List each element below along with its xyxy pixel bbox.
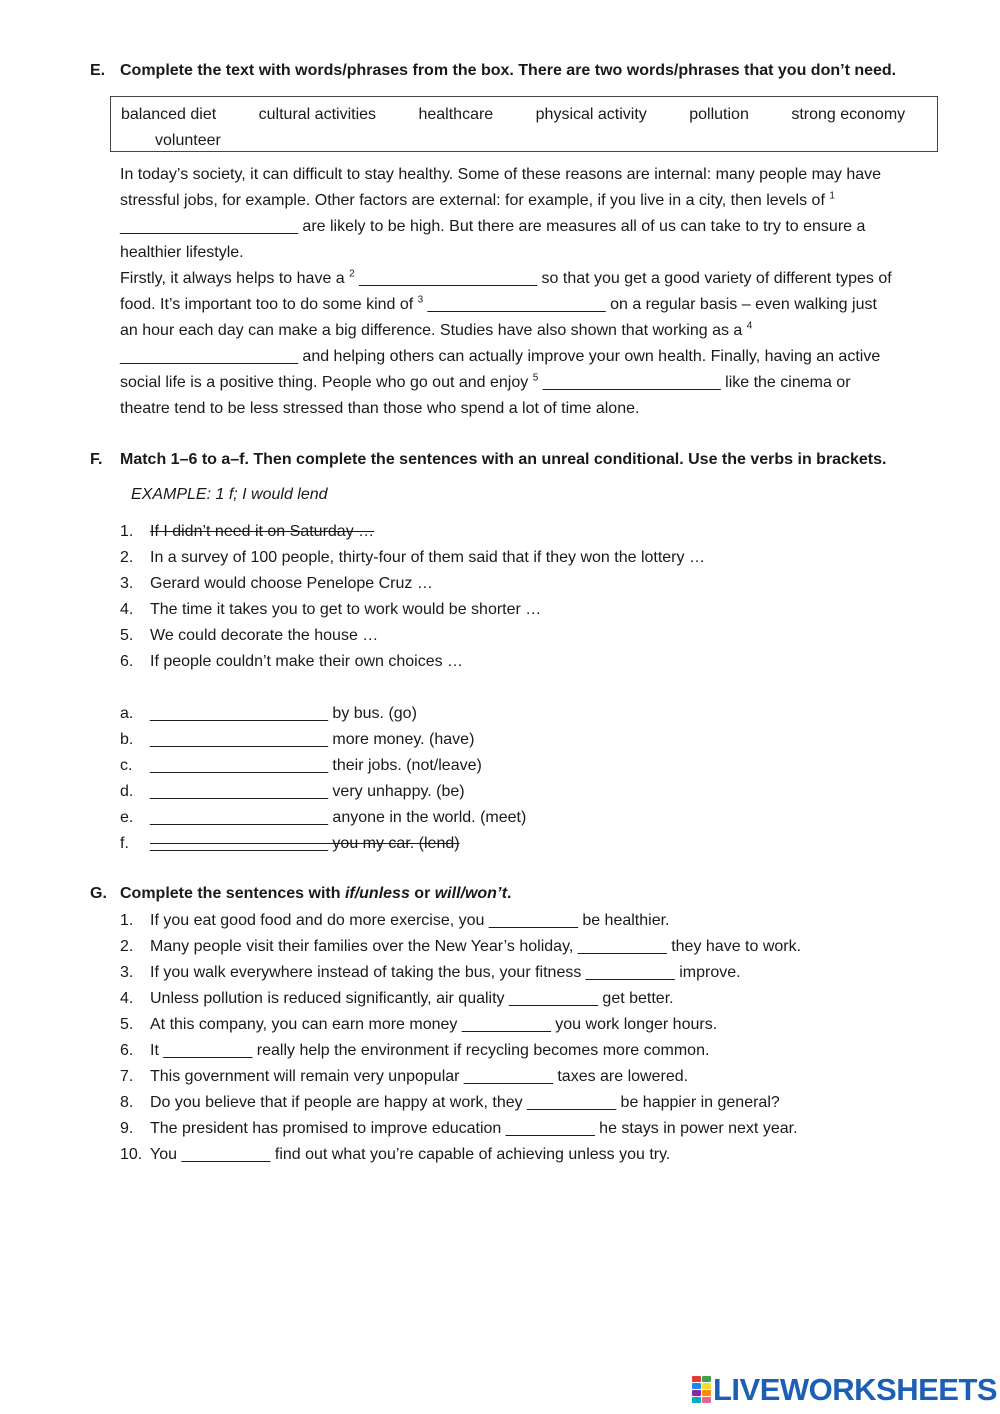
item-number: 3. — [120, 964, 134, 981]
item-number: 1. — [120, 912, 134, 929]
text-line — [120, 318, 940, 344]
item-number: 1. — [120, 523, 134, 540]
option-item — [120, 805, 526, 831]
option-blank[interactable]: ____________________ — [150, 783, 328, 800]
text-segment: an hour each day can make a big difference. Studies have also shown that working as a — [120, 322, 747, 339]
list-item — [120, 934, 801, 960]
instruction-part: or — [409, 885, 435, 902]
gap-number-1: 1 — [829, 190, 835, 202]
list-item — [120, 1116, 801, 1142]
text-segment: social life is a positive thing. People who go out and enjoy — [120, 374, 533, 391]
option-text: you my car. (lend) — [327, 835, 460, 852]
logo-tile — [702, 1390, 711, 1396]
option-letter: e. — [120, 809, 134, 826]
liveworksheets-logo — [692, 1372, 998, 1407]
item-number: 3. — [120, 575, 134, 592]
section-f-instruction: Match 1–6 to a–f. Then complete the sentences with an unreal conditional. Use the verbs in brackets. — [120, 451, 887, 468]
item-number: 5. — [120, 627, 134, 644]
item-text: Gerard would choose Penelope Cruz … — [150, 575, 433, 592]
section-e-instruction: Complete the text with words/phrases from the box. There are two words/phrases that you don’t need. — [120, 62, 897, 79]
instruction-part: . — [507, 885, 512, 902]
option-text: by bus. (go) — [327, 705, 417, 722]
list-item — [120, 1142, 801, 1168]
option-blank[interactable]: ____________________ — [150, 757, 328, 774]
section-e-letter: E. — [90, 62, 106, 79]
item-text: We could decorate the house … — [150, 627, 379, 644]
item-number: 2. — [120, 549, 134, 566]
option-blank[interactable]: ____________________ — [150, 809, 328, 826]
item-number: 7. — [120, 1068, 134, 1085]
logo-tile — [692, 1390, 701, 1396]
section-f-heading — [90, 451, 886, 469]
liveworksheets-logo-icon — [692, 1376, 711, 1404]
list-item — [120, 623, 705, 649]
item-number: 4. — [120, 990, 134, 1007]
section-g-sentence-list — [120, 908, 801, 1168]
text-line: In today’s society, it can difficult to stay healthy. Some of these reasons are internal: many people may have — [120, 166, 882, 183]
option-letter: c. — [120, 757, 133, 774]
option-item — [120, 779, 526, 805]
item-text: If you walk everywhere instead of taking the bus, your fitness __________ improve. — [150, 964, 741, 981]
list-item — [120, 986, 801, 1012]
instruction-keyword: if/unless — [344, 885, 410, 902]
text-line — [120, 370, 940, 396]
list-item — [120, 545, 705, 571]
option-text: their jobs. (not/leave) — [327, 757, 482, 774]
option-item — [120, 753, 526, 779]
gap-number-4: 4 — [746, 320, 753, 332]
item-number: 8. — [120, 1094, 134, 1111]
option-letter: a. — [120, 705, 134, 722]
section-g-instruction — [120, 885, 511, 902]
gap-number-5: 5 — [532, 372, 539, 384]
list-item — [120, 908, 801, 934]
text-segment: stressful jobs, for example. Other factors are external: for example, if you live in a city, then levels of — [120, 192, 830, 209]
gap-number-3: 3 — [417, 294, 424, 306]
gap-blank-5[interactable]: ____________________ — [542, 374, 721, 391]
item-text: At this company, you can earn more money __________ you work longer hours. — [150, 1016, 718, 1033]
item-text: If you eat good food and do more exercise, you __________ be healthier. — [150, 912, 670, 929]
text-line — [120, 266, 940, 292]
section-g-letter: G. — [90, 885, 107, 902]
option-text: anyone in the world. (meet) — [327, 809, 527, 826]
list-item — [120, 571, 705, 597]
item-number: 6. — [120, 653, 134, 670]
logo-tile — [702, 1383, 711, 1389]
logo-tile — [692, 1397, 701, 1403]
gap-blank-1[interactable]: ____________________ — [120, 218, 298, 235]
option-letter: f. — [120, 835, 129, 852]
item-text: If I didn’t need it on Saturday … — [150, 523, 375, 540]
instruction-keyword: will/won’t — [434, 885, 508, 902]
text-segment: like the cinema or — [720, 374, 851, 391]
text-line — [120, 214, 940, 240]
text-line: healthier lifestyle. — [120, 244, 244, 261]
item-text: The president has promised to improve education __________ he stays in power next year. — [150, 1120, 798, 1137]
item-number: 9. — [120, 1120, 134, 1137]
list-item — [120, 649, 705, 675]
item-number: 4. — [120, 601, 134, 618]
section-f-example: EXAMPLE: 1 f; I would lend — [131, 486, 328, 503]
text-segment: and helping others can actually improve your own health. Finally, having an active — [297, 348, 881, 365]
list-item — [120, 1038, 801, 1064]
logo-tile — [702, 1376, 711, 1382]
word-box-item: cultural activities — [258, 106, 377, 123]
section-e-text — [120, 162, 940, 422]
word-box-item: volunteer — [155, 132, 221, 149]
text-segment: are likely to be high. But there are measures all of us can take to try to ensure a — [297, 218, 866, 235]
section-f-letter: F. — [90, 451, 103, 468]
item-number: 5. — [120, 1016, 134, 1033]
section-e-heading — [90, 62, 896, 80]
option-item — [120, 701, 526, 727]
gap-blank-3[interactable]: ____________________ — [427, 296, 606, 313]
section-f-option-list — [120, 701, 526, 857]
option-text: more money. (have) — [327, 731, 475, 748]
item-text: The time it takes you to get to work would be shorter … — [150, 601, 542, 618]
item-text: Unless pollution is reduced significantly, air quality __________ get better. — [150, 990, 674, 1007]
list-item — [120, 519, 705, 545]
option-letter: d. — [120, 783, 134, 800]
gap-blank-2[interactable]: ____________________ — [359, 270, 538, 287]
item-number: 10. — [120, 1146, 143, 1163]
item-text: In a survey of 100 people, thirty-four of them said that if they won the lottery … — [150, 549, 705, 566]
option-blank[interactable]: ____________________ — [150, 705, 328, 722]
item-text: Do you believe that if people are happy at work, they __________ be happier in general? — [150, 1094, 780, 1111]
item-number: 6. — [120, 1042, 134, 1059]
option-item — [120, 831, 526, 857]
option-blank[interactable]: ____________________ — [150, 731, 328, 748]
word-box-item: healthcare — [418, 106, 494, 123]
text-segment: Firstly, it always helps to have a — [120, 270, 350, 287]
item-text: This government will remain very unpopular __________ taxes are lowered. — [150, 1068, 689, 1085]
section-g-heading — [90, 885, 511, 903]
option-letter: b. — [120, 731, 134, 748]
logo-tile — [702, 1397, 711, 1403]
word-box-item: physical activity — [535, 106, 647, 123]
text-segment: food. It’s important too to do some kind of — [120, 296, 418, 313]
list-item — [120, 1064, 801, 1090]
item-text: It __________ really help the environment if recycling becomes more common. — [150, 1042, 710, 1059]
item-text: You __________ find out what you’re capable of achieving unless you try. — [150, 1146, 671, 1163]
item-text: Many people visit their families over the New Year’s holiday, __________ they have to work. — [150, 938, 802, 955]
list-item — [120, 1012, 801, 1038]
gap-number-2: 2 — [349, 268, 355, 280]
item-text: If people couldn’t make their own choices … — [150, 653, 464, 670]
item-number: 2. — [120, 938, 134, 955]
instruction-part: Complete the sentences with — [120, 885, 345, 902]
list-item — [120, 960, 801, 986]
logo-tile — [692, 1383, 701, 1389]
word-box-item: pollution — [689, 106, 749, 123]
option-blank: ____________________ — [150, 835, 328, 852]
option-item — [120, 727, 526, 753]
word-box-item: strong economy — [791, 106, 906, 123]
logo-tile — [692, 1376, 701, 1382]
text-line — [120, 292, 940, 318]
section-f-sentence-list — [120, 519, 705, 675]
list-item — [120, 597, 705, 623]
text-line: theatre tend to be less stressed than those who spend a lot of time alone. — [120, 400, 640, 417]
text-segment: so that you get a good variety of different types of — [537, 270, 892, 287]
text-segment: on a regular basis – even walking just — [605, 296, 877, 313]
text-line — [120, 188, 940, 214]
list-item — [120, 1090, 801, 1116]
word-box — [110, 96, 938, 152]
gap-blank-4[interactable]: ____________________ — [120, 348, 298, 365]
liveworksheets-logo-text: LIVEWORKSHEETS — [713, 1372, 998, 1407]
text-line — [120, 344, 940, 370]
word-box-item: balanced diet — [121, 106, 217, 123]
option-text: very unhappy. (be) — [327, 783, 465, 800]
